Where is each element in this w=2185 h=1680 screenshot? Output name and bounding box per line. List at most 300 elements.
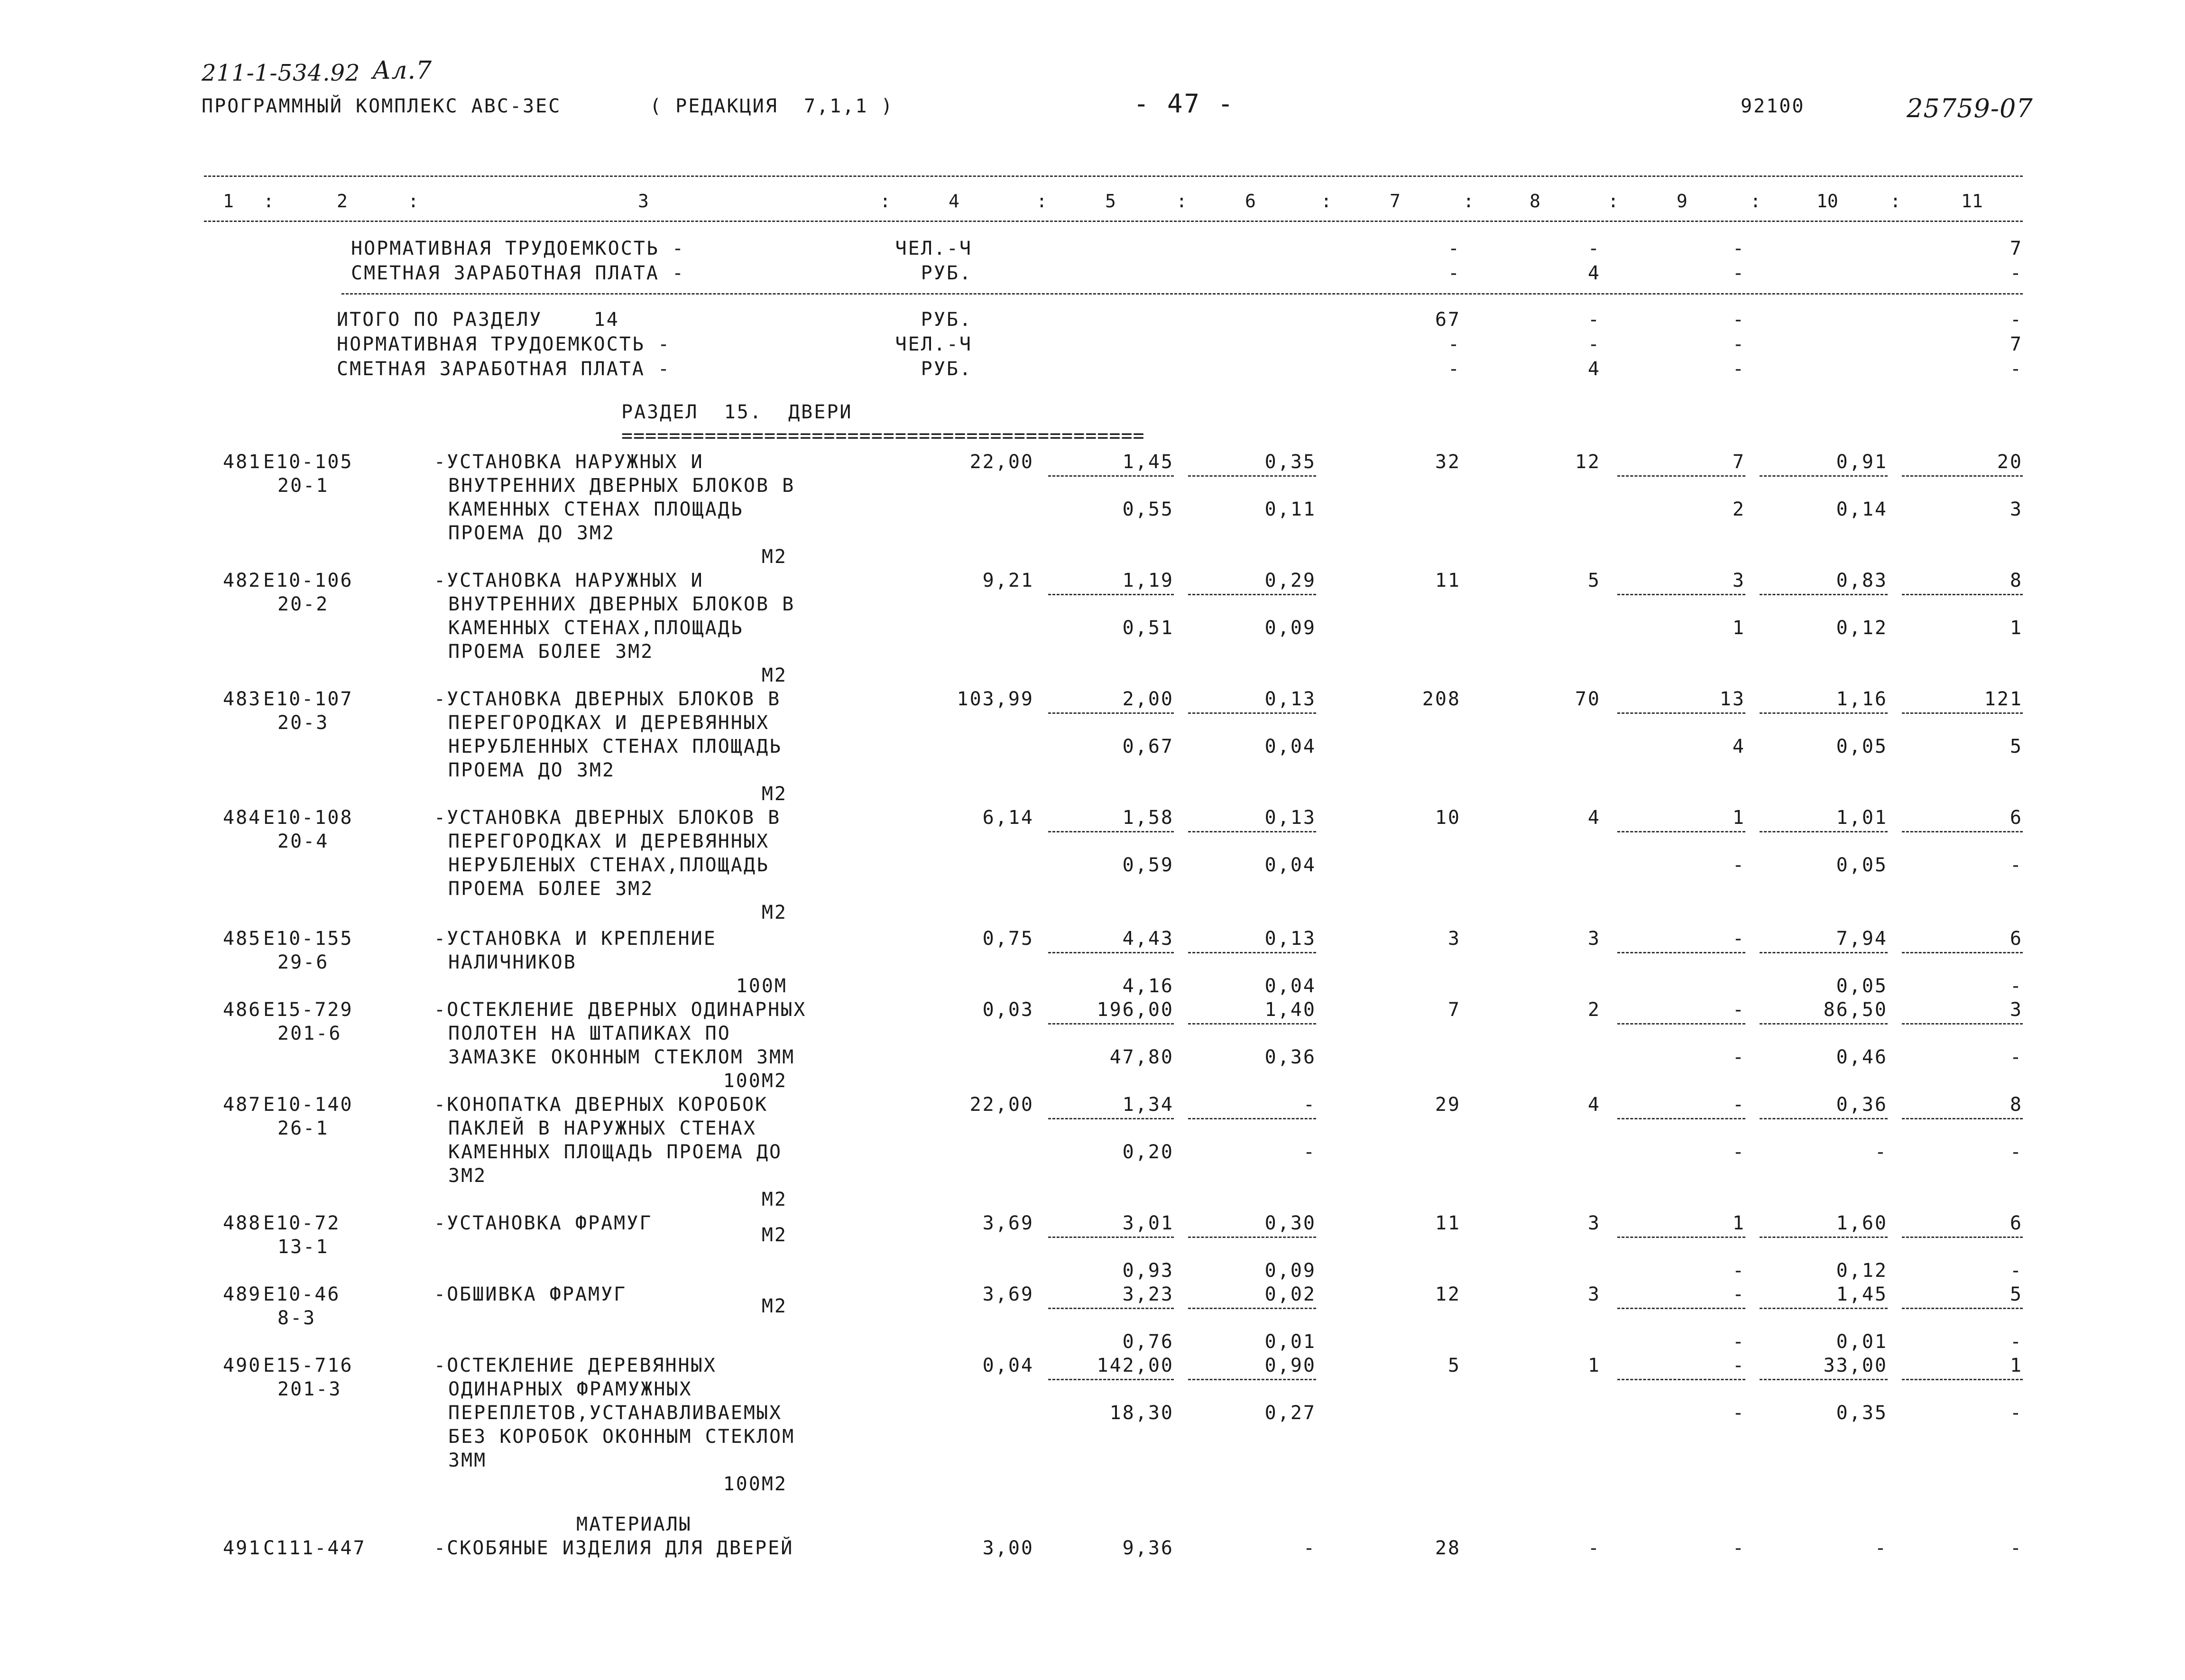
row-machine-cost: - — [1303, 1094, 1316, 1116]
row-description-line: -КОНОПАТКА ДВЕРНЫХ КОРОБОК — [434, 1094, 768, 1116]
row-description-line: -УСТАНОВКА ФРАМУГ — [434, 1212, 653, 1234]
row-total-machine: 1 — [1732, 1212, 1745, 1234]
cell-divider — [1188, 1237, 1316, 1238]
row-total-wage: 3 — [1587, 1212, 1601, 1234]
row-total-machine: - — [1732, 1355, 1745, 1376]
summary-c8: - — [1587, 333, 1601, 355]
row-description-line: ПАКЛЕЙ В НАРУЖНЫХ СТЕНАХ — [448, 1117, 756, 1139]
document-page: 211-1-534.92 Ал.7 ПРОГРАММНЫЙ КОМПЛЕКС АВС-3ЕС ( РЕДАКЦИЯ 7,1,1 ) - 47 - 92100 25759-07 1 2 3 4 5 6 7 8 9 10 11 : : : : : : : : : : НОРМАТИВНАЯ ТРУДОЕМКОСТЬ - ЧЕЛ.-Ч - - - 7 СМЕТНАЯ ЗАРАБОТНАЯ ПЛАТА - РУБ. - 4 - - ИТОГО ПО РАЗДЕЛУ 14 РУБ. 67 - - - НОРМАТИВНАЯ ТРУДОЕМКОСТЬ - ЧЕЛ.-Ч - - - 7 СМЕТНАЯ ЗАРАБОТНАЯ ПЛАТА - РУБ. - 4 - - РАЗДЕЛ 15. ДВЕРИ ============================================ 481 Е10-105 20-1 -УСТАНОВКА НАРУЖНЫХ И ВНУТРЕННИХ ДВЕРНЫХ БЛОКОВ В КАМЕННЫХ СТЕНАХ ПЛОЩАДЬ ПРОЕМА ДО 3М2 М2 22,00 1,45 0,35 0,55 0,11 32 12 7 0,91 20 2 0,14 3 482 Е10-106 20-2 -УСТАНОВКА НАРУЖНЫХ И ВНУТРЕННИХ ДВЕРНЫХ БЛОКОВ В КАМЕННЫХ СТЕНАХ,ПЛОЩАДЬ ПРОЕМА БОЛЕЕ 3М2 М2 9,21 1,19 0,29 0,51 0,09 11 5 3 0,83 8 1 0,12 1 483 Е10-107 20-3 -УСТАНОВКА ДВЕРНЫХ БЛОКОВ В ПЕРЕГОРОДКАХ И ДЕРЕВЯННЫХ НЕРУБЛЕННЫХ СТЕНАХ ПЛОЩАДЬ ПРОЕМА ДО 3М2 М2 103,99 2,00 0,13 0,67 0,04 208 70 13 1,16 121 4 0,05 5 484 Е10-108 20-4 -УСТАНОВКА ДВЕРНЫХ БЛОКОВ В ПЕРЕГОРОДКАХ И ДЕРЕВЯННЫХ НЕРУБЛЕНЫХ СТЕНАХ,ПЛОЩАДЬ ПРОЕМА БОЛЕЕ 3М2 М2 6,14 1,58 0,13 0,59 0,04 10 4 1 1,01 6 - 0,05 - 485 Е10-155 29-6 -УСТАНОВКА И КРЕПЛЕНИЕ НАЛИЧНИКОВ 100М 0,75 4,43 0,13 4,16 0,04 3 3 - 7,94 6 0,05 - 486 Е15-729 201-6 -ОСТЕКЛЕНИЕ ДВЕРНЫХ ОДИНАРНЫХ ПОЛОТЕН НА ШТАПИКАХ ПО ЗАМАЗКЕ ОКОННЫМ СТЕКЛОМ 3ММ 100М2 0,03 196,00 1,40 47,80 0,36 7 2 - 86,50 3 - 0,46 - 487 Е10-140 26-1 -КОНОПАТКА ДВЕРНЫХ КОРОБОК ПАКЛЕЙ В НАРУЖНЫХ СТЕНАХ КАМЕННЫХ ПЛОЩАДЬ ПРОЕМА ДО 3М2 М2 22,00 1,34 - 0,20 - 29 4 - 0,36 8 - - - 488 Е10-72 13-1 -УСТАНОВКА ФРАМУГ М2 3,69 3,01 0,30 0,93 0,09 11 3 1 1,60 6 - 0,12 - 489 Е10-46 8-3 -ОБШИВКА ФРАМУГ М2 3,69 3,23 0,02 0,76 0,01 12 3 - 1,45 5 - 0,01 - 490 Е15-716 201-3 -ОСТЕКЛЕНИЕ ДЕРЕВЯННЫХ ОДИНАРНЫХ ФРАМУЖНЫХ ПЕРЕПЛЕТОВ,УСТАНАВЛИВАЕМЫХ БЕЗ КОРОБОК ОКОННЫМ СТЕКЛОМ 3ММ 100М2 0,04 142,00 0,90 18,30 0,27 5 1 - 33,00 1 - 0,35 - МАТЕРИАЛЫ 491 С111-447 -СКОБЯНЫЕ ИЗДЕЛИЯ ДЛЯ ДВЕРЕЙ 3,00 9,36 - 28 - - - - — [202, 56, 2033, 1559]
summary-unit: ЧЕЛ.-Ч — [895, 238, 972, 259]
row-machine-cost: 0,29 — [1264, 570, 1316, 591]
col-header-9: 9 — [1677, 191, 1687, 212]
summary-unit: РУБ. — [921, 262, 972, 284]
cell-divider — [1617, 1023, 1745, 1025]
row-description-line: -УСТАНОВКА НАРУЖНЫХ И — [434, 451, 704, 473]
row-quantity: 0,75 — [982, 928, 1034, 950]
row-code: Е10-46 — [263, 1283, 341, 1305]
row-total-cost: 29 — [1435, 1094, 1461, 1116]
row-machine-wage-total: - — [1732, 1402, 1745, 1424]
material-code: С111-447 — [263, 1537, 366, 1559]
row-unit-cost: 3,01 — [1122, 1212, 1174, 1234]
row-labor-machine-unit: 0,14 — [1836, 498, 1888, 520]
row-description-line: КАМЕННЫХ СТЕНАХ,ПЛОЩАДЬ — [448, 617, 744, 639]
row-quantity: 6,14 — [982, 807, 1034, 829]
row-labor-machine-total: - — [2010, 1141, 2023, 1163]
row-unit-cost: 142,00 — [1097, 1355, 1174, 1376]
cell-divider — [1188, 1308, 1316, 1309]
row-quantity: 3,69 — [982, 1283, 1034, 1305]
row-total-wage: 4 — [1587, 1094, 1601, 1116]
cell-divider — [1188, 952, 1316, 953]
row-labor-machine-total: - — [2010, 1402, 2023, 1424]
row-total-wage: 12 — [1575, 451, 1601, 473]
summary-c9: - — [1732, 358, 1745, 380]
cell-divider — [1048, 1379, 1174, 1380]
doc-code: 211-1-534.92 — [202, 60, 360, 86]
row-machine-cost: 0,13 — [1264, 807, 1316, 829]
row-unit-cost: 1,19 — [1122, 570, 1174, 591]
cell-divider — [1048, 594, 1174, 595]
summary-c9: - — [1732, 262, 1745, 284]
row-unit: М2 — [761, 546, 787, 568]
row-total-cost: 11 — [1435, 1212, 1461, 1234]
row-description-line: ВНУТРЕННИХ ДВЕРНЫХ БЛОКОВ В — [448, 593, 795, 615]
row-labor-machine-unit: 0,12 — [1836, 617, 1888, 639]
row-labor-total: 6 — [2010, 928, 2023, 950]
row-quantity: 103,99 — [957, 688, 1034, 710]
row-description-line: -ОСТЕКЛЕНИЕ ДВЕРНЫХ ОДИНАРНЫХ — [434, 999, 807, 1021]
row-code: Е10-107 — [263, 688, 353, 710]
row-machine-cost: 0,13 — [1264, 928, 1316, 950]
row-machine-wage: 0,01 — [1264, 1331, 1316, 1353]
row-description-line: БЕЗ КОРОБОК ОКОННЫМ СТЕКЛОМ — [448, 1426, 795, 1448]
cell-divider — [1048, 952, 1174, 953]
row-labor-unit: 0,91 — [1836, 451, 1888, 473]
cell-divider — [1760, 594, 1888, 595]
row-unit: 100М2 — [723, 1070, 787, 1092]
summary-label: СМЕТНАЯ ЗАРАБОТНАЯ ПЛАТА - — [351, 262, 685, 284]
material-c8: - — [1587, 1537, 1601, 1559]
row-machine-wage-total: 2 — [1732, 498, 1745, 520]
cell-divider — [1617, 1118, 1745, 1119]
row-number: 485 — [223, 928, 262, 950]
row-machine-wage: 0,11 — [1264, 498, 1316, 520]
cell-divider — [1048, 1118, 1174, 1119]
row-labor-unit: 86,50 — [1823, 999, 1888, 1021]
row-description-line: -ОБШИВКА ФРАМУГ — [434, 1283, 627, 1305]
program-title: ПРОГРАММНЫЙ КОМПЛЕКС АВС-3ЕС — [202, 95, 562, 117]
col-header-7: 7 — [1390, 191, 1401, 212]
row-labor-machine-unit: - — [1874, 1141, 1888, 1163]
row-number: 490 — [223, 1355, 262, 1376]
summary-label: НОРМАТИВНАЯ ТРУДОЕМКОСТЬ - — [337, 333, 671, 355]
summary-c8: 4 — [1587, 358, 1601, 380]
row-description-line: НЕРУБЛЕНЫХ СТЕНАХ,ПЛОЩАДЬ — [448, 854, 770, 876]
row-total-wage: 4 — [1587, 807, 1601, 829]
row-wage-cost: 0,20 — [1122, 1141, 1174, 1163]
row-description-line: ПЕРЕПЛЕТОВ,УСТАНАВЛИВАЕМЫХ — [448, 1402, 783, 1424]
row-description-line: НАЛИЧНИКОВ — [448, 951, 577, 973]
row-unit: М2 — [761, 1224, 787, 1246]
summary-c9: - — [1732, 309, 1745, 331]
row-total-wage: 3 — [1587, 1283, 1601, 1305]
row-unit: 100М2 — [723, 1473, 787, 1495]
row-machine-cost: 0,02 — [1264, 1283, 1316, 1305]
row-wage-cost: 0,76 — [1122, 1331, 1174, 1353]
row-total-cost: 7 — [1447, 999, 1461, 1021]
material-c10: - — [1874, 1537, 1888, 1559]
col-header-10: 10 — [1816, 191, 1838, 212]
row-labor-total: 8 — [2010, 1094, 2023, 1116]
row-description-line: 3ММ — [448, 1449, 487, 1471]
row-labor-machine-total: 5 — [2010, 736, 2023, 757]
row-code: Е15-729 — [263, 999, 353, 1021]
row-unit: М2 — [761, 902, 787, 923]
row-total-cost: 3 — [1447, 928, 1461, 950]
row-total-machine: - — [1732, 1283, 1745, 1305]
row-unit: М2 — [761, 665, 787, 686]
row-total-cost: 5 — [1447, 1355, 1461, 1376]
reg-number: 25759-07 — [1907, 93, 2033, 123]
table-top-rule — [204, 175, 2023, 177]
row-machine-wage-total: - — [1732, 1260, 1745, 1282]
cell-divider — [1617, 831, 1745, 832]
summary-c7: 67 — [1435, 309, 1461, 331]
row-total-machine: 3 — [1732, 570, 1745, 591]
cell-divider — [1188, 1023, 1316, 1025]
row-description-line: -УСТАНОВКА НАРУЖНЫХ И — [434, 570, 704, 591]
cell-divider — [1902, 831, 2023, 832]
row-subcode: 26-1 — [277, 1117, 329, 1139]
cell-divider — [1048, 831, 1174, 832]
cell-divider — [1760, 952, 1888, 953]
row-machine-wage: - — [1303, 1141, 1316, 1163]
cell-divider — [1188, 475, 1316, 477]
row-code: Е10-105 — [263, 451, 353, 473]
edition-label: ( РЕДАКЦИЯ 7,1,1 ) — [650, 95, 894, 117]
summary-divider — [341, 293, 2023, 295]
cell-divider — [1902, 475, 2023, 477]
row-number: 487 — [223, 1094, 262, 1116]
row-subcode: 201-3 — [277, 1378, 342, 1400]
col-header-11: 11 — [1961, 191, 1983, 212]
cell-divider — [1188, 594, 1316, 595]
row-code: Е10-155 — [263, 928, 353, 950]
material-number: 491 — [223, 1537, 262, 1559]
cell-divider — [1617, 594, 1745, 595]
material-c4: 3,00 — [982, 1537, 1034, 1559]
summary-c8: - — [1587, 309, 1601, 331]
row-machine-cost: 0,90 — [1264, 1355, 1316, 1376]
row-description-line: ПРОЕМА ДО 3М2 — [448, 522, 616, 544]
row-unit-cost: 2,00 — [1122, 688, 1174, 710]
row-description-line: НЕРУБЛЕННЫХ СТЕНАХ ПЛОЩАДЬ — [448, 736, 783, 757]
row-labor-machine-unit: 0,05 — [1836, 975, 1888, 997]
row-total-wage: 2 — [1587, 999, 1601, 1021]
cell-divider — [1902, 712, 2023, 714]
row-description-line: 3М2 — [448, 1165, 487, 1187]
row-unit-cost: 1,58 — [1122, 807, 1174, 829]
row-labor-machine-unit: 0,12 — [1836, 1260, 1888, 1282]
row-total-wage: 5 — [1587, 570, 1601, 591]
row-quantity: 22,00 — [969, 1094, 1034, 1116]
material-c9: - — [1732, 1537, 1745, 1559]
row-subcode: 20-4 — [277, 831, 329, 852]
row-description-line: ОДИНАРНЫХ ФРАМУЖНЫХ — [448, 1378, 692, 1400]
row-labor-total: 121 — [1984, 688, 2023, 710]
row-total-cost: 11 — [1435, 570, 1461, 591]
row-code: Е10-140 — [263, 1094, 353, 1116]
cell-divider — [1617, 712, 1745, 714]
row-number: 484 — [223, 807, 262, 829]
summary-c8: - — [1587, 238, 1601, 259]
row-unit-cost: 4,43 — [1122, 928, 1174, 950]
row-machine-wage: 0,09 — [1264, 617, 1316, 639]
row-description-line: КАМЕННЫХ СТЕНАХ ПЛОЩАДЬ — [448, 498, 744, 520]
row-quantity: 0,03 — [982, 999, 1034, 1021]
row-subcode: 29-6 — [277, 951, 329, 973]
cell-divider — [1048, 475, 1174, 477]
row-number: 486 — [223, 999, 262, 1021]
row-wage-cost: 0,93 — [1122, 1260, 1174, 1282]
row-description-line: -УСТАНОВКА И КРЕПЛЕНИЕ — [434, 928, 717, 950]
row-wage-cost: 0,59 — [1122, 854, 1174, 876]
row-description-line: ВНУТРЕННИХ ДВЕРНЫХ БЛОКОВ В — [448, 475, 795, 497]
cell-divider — [1048, 712, 1174, 714]
row-labor-machine-unit: 0,05 — [1836, 736, 1888, 757]
row-labor-machine-unit: 0,46 — [1836, 1046, 1888, 1068]
cell-divider — [1617, 1308, 1745, 1309]
header-bottom-rule — [204, 221, 2023, 222]
row-machine-wage: 0,36 — [1264, 1046, 1316, 1068]
row-labor-machine-total: - — [2010, 1331, 2023, 1353]
row-wage-cost: 47,80 — [1109, 1046, 1174, 1068]
cell-divider — [1760, 1308, 1888, 1309]
row-machine-wage-total: 4 — [1732, 736, 1745, 757]
row-machine-wage-total: - — [1732, 854, 1745, 876]
summary-c7: - — [1447, 238, 1461, 259]
summary-unit: ЧЕЛ.-Ч — [895, 333, 972, 355]
row-wage-cost: 0,67 — [1122, 736, 1174, 757]
row-description-line: ЗАМАЗКЕ ОКОННЫМ СТЕКЛОМ 3ММ — [448, 1046, 795, 1068]
summary-unit: РУБ. — [921, 358, 972, 380]
row-labor-machine-total: - — [2010, 975, 2023, 997]
row-machine-wage-total: - — [1732, 1331, 1745, 1353]
row-labor-unit: 1,45 — [1836, 1283, 1888, 1305]
row-code: Е10-106 — [263, 570, 353, 591]
row-total-wage: 70 — [1575, 688, 1601, 710]
row-machine-wage: 0,04 — [1264, 975, 1316, 997]
summary-c7: - — [1447, 262, 1461, 284]
row-description-line: ПОЛОТЕН НА ШТАПИКАХ ПО — [448, 1023, 731, 1044]
cell-divider — [1048, 1237, 1174, 1238]
row-labor-machine-total: 3 — [2010, 498, 2023, 520]
row-unit-cost: 1,45 — [1122, 451, 1174, 473]
row-description-line: ПЕРЕГОРОДКАХ И ДЕРЕВЯННЫХ — [448, 831, 770, 852]
code-label: 92100 — [1741, 95, 1805, 117]
cell-divider — [1617, 1379, 1745, 1380]
row-quantity: 3,69 — [982, 1212, 1034, 1234]
cell-divider — [1902, 1023, 2023, 1025]
cell-divider — [1760, 712, 1888, 714]
row-labor-total: 5 — [2010, 1283, 2023, 1305]
row-machine-wage: 0,27 — [1264, 1402, 1316, 1424]
cell-divider — [1760, 1023, 1888, 1025]
material-c11: - — [2010, 1537, 2023, 1559]
row-unit-cost: 196,00 — [1097, 999, 1174, 1021]
cell-divider — [1188, 1379, 1316, 1380]
summary-c11: 7 — [2010, 238, 2023, 259]
row-unit: 100М — [736, 975, 787, 997]
row-labor-machine-total: 1 — [2010, 617, 2023, 639]
col-header-8: 8 — [1530, 191, 1540, 212]
row-unit-cost: 3,23 — [1122, 1283, 1174, 1305]
cell-divider — [1188, 1118, 1316, 1119]
row-labor-total: 1 — [2010, 1355, 2023, 1376]
row-quantity: 9,21 — [982, 570, 1034, 591]
row-unit-cost: 1,34 — [1122, 1094, 1174, 1116]
row-subcode: 8-3 — [277, 1307, 316, 1329]
row-wage-cost: 4,16 — [1122, 975, 1174, 997]
summary-c11: - — [2010, 358, 2023, 380]
row-number: 483 — [223, 688, 262, 710]
cell-divider — [1048, 1308, 1174, 1309]
row-total-machine: 13 — [1719, 688, 1745, 710]
row-total-machine: 1 — [1732, 807, 1745, 829]
row-subcode: 13-1 — [277, 1236, 329, 1258]
row-machine-wage: 0,04 — [1264, 854, 1316, 876]
row-labor-unit: 1,16 — [1836, 688, 1888, 710]
summary-c9: - — [1732, 238, 1745, 259]
row-description-line: ПЕРЕГОРОДКАХ И ДЕРЕВЯННЫХ — [448, 712, 770, 734]
row-machine-cost: 0,13 — [1264, 688, 1316, 710]
summary-c9: - — [1732, 333, 1745, 355]
row-labor-machine-unit: 0,35 — [1836, 1402, 1888, 1424]
summary-c11: - — [2010, 309, 2023, 331]
cell-divider — [1760, 1118, 1888, 1119]
col-header-3: 3 — [638, 191, 649, 212]
row-subcode: 20-3 — [277, 712, 329, 734]
cell-divider — [1760, 1237, 1888, 1238]
row-machine-cost: 0,35 — [1264, 451, 1316, 473]
row-number: 488 — [223, 1212, 262, 1234]
cell-divider — [1902, 594, 2023, 595]
row-labor-machine-unit: 0,05 — [1836, 854, 1888, 876]
summary-label: СМЕТНАЯ ЗАРАБОТНАЯ ПЛАТА - — [337, 358, 671, 380]
row-labor-total: 6 — [2010, 807, 2023, 829]
row-quantity: 0,04 — [982, 1355, 1034, 1376]
row-total-machine: 7 — [1732, 451, 1745, 473]
row-wage-cost: 0,51 — [1122, 617, 1174, 639]
summary-label: НОРМАТИВНАЯ ТРУДОЕМКОСТЬ - — [351, 238, 685, 259]
summary-c7: - — [1447, 358, 1461, 380]
col-header-2: 2 — [337, 191, 348, 212]
row-wage-cost: 0,55 — [1122, 498, 1174, 520]
section-title: РАЗДЕЛ 15. ДВЕРИ — [621, 401, 853, 423]
row-labor-total: 20 — [1997, 451, 2023, 473]
row-description-line: ПРОЕМА ДО 3М2 — [448, 759, 616, 781]
row-code: Е10-108 — [263, 807, 353, 829]
col-header-1: 1 — [223, 191, 234, 212]
row-code: Е10-72 — [263, 1212, 341, 1234]
row-number: 489 — [223, 1283, 262, 1305]
row-subcode: 201-6 — [277, 1023, 342, 1044]
row-unit: М2 — [761, 783, 787, 805]
row-unit: М2 — [761, 1189, 787, 1210]
material-c6: - — [1303, 1537, 1316, 1559]
cell-divider — [1902, 1237, 2023, 1238]
row-labor-machine-unit: 0,01 — [1836, 1331, 1888, 1353]
cell-divider — [1617, 475, 1745, 477]
row-total-cost: 32 — [1435, 451, 1461, 473]
row-total-machine: - — [1732, 999, 1745, 1021]
row-machine-wage-total: - — [1732, 1141, 1745, 1163]
summary-c11: - — [2010, 262, 2023, 284]
row-total-wage: 3 — [1587, 928, 1601, 950]
cell-divider — [1902, 1118, 2023, 1119]
cell-divider — [1048, 1023, 1174, 1025]
row-description-line: -УСТАНОВКА ДВЕРНЫХ БЛОКОВ В — [434, 807, 781, 829]
section-underline: ============================================ — [621, 425, 1145, 447]
row-labor-unit: 7,94 — [1836, 928, 1888, 950]
col-header-4: 4 — [949, 191, 959, 212]
row-total-cost: 10 — [1435, 807, 1461, 829]
page-number: - 47 - — [1134, 89, 1235, 119]
cell-divider — [1902, 1379, 2023, 1380]
row-description-line: -УСТАНОВКА ДВЕРНЫХ БЛОКОВ В — [434, 688, 781, 710]
row-total-machine: - — [1732, 1094, 1745, 1116]
row-description-line: ПРОЕМА БОЛЕЕ 3М2 — [448, 641, 654, 663]
material-c7: 28 — [1435, 1537, 1461, 1559]
row-labor-unit: 33,00 — [1823, 1355, 1888, 1376]
summary-c8: 4 — [1587, 262, 1601, 284]
row-machine-cost: 1,40 — [1264, 999, 1316, 1021]
row-number: 481 — [223, 451, 262, 473]
row-machine-wage: 0,09 — [1264, 1260, 1316, 1282]
cell-divider — [1760, 475, 1888, 477]
row-total-machine: - — [1732, 928, 1745, 950]
summary-label: ИТОГО ПО РАЗДЕЛУ 14 — [337, 309, 619, 331]
col-header-6: 6 — [1245, 191, 1256, 212]
row-labor-total: 3 — [2010, 999, 2023, 1021]
cell-divider — [1760, 1379, 1888, 1380]
row-unit: М2 — [761, 1295, 787, 1317]
row-machine-wage-total: 1 — [1732, 617, 1745, 639]
materials-title: МАТЕРИАЛЫ — [576, 1514, 692, 1535]
row-number: 482 — [223, 570, 262, 591]
row-subcode: 20-1 — [277, 475, 329, 497]
row-subcode: 20-2 — [277, 593, 329, 615]
cell-divider — [1617, 1237, 1745, 1238]
summary-unit: РУБ. — [921, 309, 972, 331]
row-labor-unit: 1,60 — [1836, 1212, 1888, 1234]
cell-divider — [1617, 952, 1745, 953]
row-labor-total: 8 — [2010, 570, 2023, 591]
row-description-line: ПРОЕМА БОЛЕЕ 3М2 — [448, 878, 654, 900]
cell-divider — [1902, 952, 2023, 953]
material-c5: 9,36 — [1122, 1537, 1174, 1559]
row-total-cost: 12 — [1435, 1283, 1461, 1305]
row-labor-machine-total: - — [2010, 1046, 2023, 1068]
row-labor-machine-total: - — [2010, 854, 2023, 876]
row-labor-unit: 1,01 — [1836, 807, 1888, 829]
row-labor-unit: 0,36 — [1836, 1094, 1888, 1116]
row-machine-wage: 0,04 — [1264, 736, 1316, 757]
row-code: Е15-716 — [263, 1355, 353, 1376]
col-header-5: 5 — [1105, 191, 1116, 212]
summary-c11: 7 — [2010, 333, 2023, 355]
cell-divider — [1188, 831, 1316, 832]
